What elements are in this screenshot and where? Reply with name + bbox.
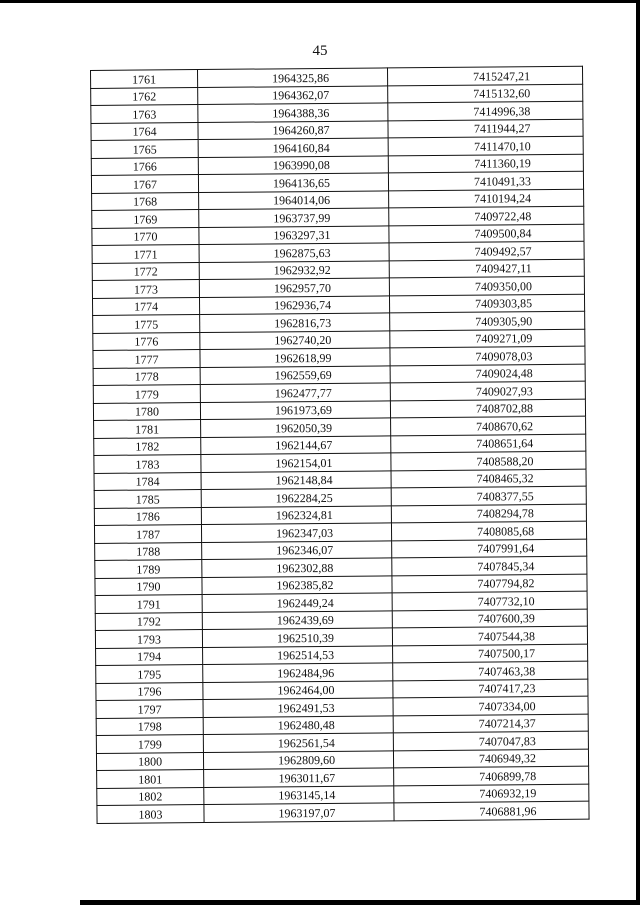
coordinates-table <box>90 66 590 824</box>
x-coordinate-cell: 1962154,01 <box>201 453 391 472</box>
x-coordinate-cell: 1962346,07 <box>202 540 392 559</box>
x-coordinate-cell: 1963197,07 <box>204 803 394 822</box>
x-coordinate-cell: 1964325,86 <box>198 68 388 87</box>
point-number-cell: 1786 <box>94 507 201 525</box>
x-coordinate-cell: 1962480,48 <box>203 715 393 734</box>
y-coordinate-cell: 7408702,88 <box>390 399 585 418</box>
point-number-cell: 1785 <box>94 490 201 508</box>
point-number-cell: 1794 <box>96 647 203 665</box>
point-number-cell: 1776 <box>93 332 200 350</box>
x-coordinate-cell: 1963297,31 <box>199 225 389 244</box>
point-number-cell: 1802 <box>97 787 204 805</box>
point-number-cell: 1793 <box>95 630 202 648</box>
point-number-cell: 1777 <box>93 350 200 368</box>
y-coordinate-cell: 7411944,27 <box>388 119 583 138</box>
y-coordinate-cell: 7407991,64 <box>392 539 587 558</box>
y-coordinate-cell: 7409305,90 <box>390 311 585 330</box>
x-coordinate-cell: 1962484,96 <box>203 663 393 682</box>
x-coordinate-cell: 1964362,07 <box>198 85 388 104</box>
point-number-cell: 1791 <box>95 595 202 613</box>
y-coordinate-cell: 7407732,10 <box>392 591 587 610</box>
point-number-cell: 1780 <box>93 402 200 420</box>
x-coordinate-cell: 1962809,60 <box>203 750 393 769</box>
point-number-cell: 1764 <box>91 122 198 140</box>
point-number-cell: 1781 <box>94 420 201 438</box>
y-coordinate-cell: 7408670,62 <box>391 416 586 435</box>
y-coordinate-cell: 7406949,32 <box>393 749 588 768</box>
y-coordinate-cell: 7408085,68 <box>391 521 586 540</box>
y-coordinate-cell: 7407214,37 <box>393 714 588 733</box>
x-coordinate-cell: 1962932,92 <box>199 260 389 279</box>
y-coordinate-cell: 7406881,96 <box>394 801 589 820</box>
point-number-cell: 1761 <box>91 70 198 88</box>
x-coordinate-cell: 1962385,82 <box>202 575 392 594</box>
point-number-cell: 1783 <box>94 455 201 473</box>
x-coordinate-cell: 1962477,77 <box>200 383 390 402</box>
point-number-cell: 1796 <box>96 682 203 700</box>
point-number-cell: 1762 <box>91 87 198 105</box>
point-number-cell: 1782 <box>94 437 201 455</box>
y-coordinate-cell: 7411470,10 <box>388 136 583 155</box>
table-row <box>97 801 589 823</box>
x-coordinate-cell: 1963990,08 <box>198 155 388 174</box>
point-number-cell: 1770 <box>92 227 199 245</box>
point-number-cell: 1788 <box>95 542 202 560</box>
x-coordinate-cell: 1964136,65 <box>198 173 388 192</box>
point-number-cell: 1799 <box>96 735 203 753</box>
point-number-cell: 1790 <box>95 577 202 595</box>
y-coordinate-cell: 7409427,11 <box>389 259 584 278</box>
point-number-cell: 1787 <box>94 525 201 543</box>
y-coordinate-cell: 7409027,93 <box>390 381 585 400</box>
point-number-cell: 1789 <box>95 560 202 578</box>
x-coordinate-cell: 1963145,14 <box>204 785 394 804</box>
y-coordinate-cell: 7414996,38 <box>388 101 583 120</box>
y-coordinate-cell: 7407794,82 <box>392 574 587 593</box>
x-coordinate-cell: 1964160,84 <box>198 138 388 157</box>
point-number-cell: 1773 <box>92 280 199 298</box>
x-coordinate-cell: 1964260,87 <box>198 120 388 139</box>
y-coordinate-cell: 7410491,33 <box>388 171 583 190</box>
x-coordinate-cell: 1962936,74 <box>199 295 389 314</box>
x-coordinate-cell: 1964014,06 <box>199 190 389 209</box>
x-coordinate-cell: 1961973,69 <box>200 400 390 419</box>
point-number-cell: 1767 <box>91 175 198 193</box>
x-coordinate-cell: 1962464,00 <box>203 680 393 699</box>
scan-edge-right <box>636 0 640 905</box>
x-coordinate-cell: 1962561,54 <box>203 733 393 752</box>
scan-edge-top <box>0 0 640 3</box>
y-coordinate-cell: 7409271,09 <box>390 329 585 348</box>
point-number-cell: 1765 <box>91 140 198 158</box>
point-number-cell: 1766 <box>91 157 198 175</box>
y-coordinate-cell: 7409722,48 <box>389 206 584 225</box>
point-number-cell: 1784 <box>94 472 201 490</box>
x-coordinate-cell: 1962559,69 <box>200 365 390 384</box>
x-coordinate-cell: 1963737,99 <box>199 208 389 227</box>
x-coordinate-cell: 1962050,39 <box>201 418 391 437</box>
x-coordinate-cell: 1962148,84 <box>201 470 391 489</box>
point-number-cell: 1792 <box>95 612 202 630</box>
x-coordinate-cell: 1962347,03 <box>201 523 391 542</box>
x-coordinate-cell: 1962284,25 <box>201 488 391 507</box>
x-coordinate-cell: 1962144,67 <box>201 435 391 454</box>
x-coordinate-cell: 1962816,73 <box>200 313 390 332</box>
point-number-cell: 1769 <box>92 210 199 228</box>
x-coordinate-cell: 1963011,67 <box>204 768 394 787</box>
y-coordinate-cell: 7415132,60 <box>388 84 583 103</box>
point-number-cell: 1778 <box>93 367 200 385</box>
y-coordinate-cell: 7407544,38 <box>392 626 587 645</box>
point-number-cell: 1768 <box>92 192 199 210</box>
y-coordinate-cell: 7408465,32 <box>391 469 586 488</box>
y-coordinate-cell: 7407600,39 <box>392 609 587 628</box>
x-coordinate-cell: 1962875,63 <box>199 243 389 262</box>
coordinates-sheet <box>90 66 597 824</box>
x-coordinate-cell: 1962324,81 <box>201 505 391 524</box>
x-coordinate-cell: 1962618,99 <box>200 348 390 367</box>
x-coordinate-cell: 1964388,36 <box>198 103 388 122</box>
x-coordinate-cell: 1962449,24 <box>202 593 392 612</box>
y-coordinate-cell: 7407417,23 <box>393 679 588 698</box>
y-coordinate-cell: 7409492,57 <box>389 241 584 260</box>
point-number-cell: 1800 <box>96 752 203 770</box>
point-number-cell: 1797 <box>96 700 203 718</box>
coordinates-table-body <box>91 66 590 823</box>
x-coordinate-cell: 1962491,53 <box>203 698 393 717</box>
y-coordinate-cell: 7408377,55 <box>391 486 586 505</box>
y-coordinate-cell: 7409024,48 <box>390 364 585 383</box>
x-coordinate-cell: 1962510,39 <box>202 628 392 647</box>
y-coordinate-cell: 7408294,78 <box>391 504 586 523</box>
point-number-cell: 1771 <box>92 245 199 263</box>
x-coordinate-cell: 1962439,69 <box>202 610 392 629</box>
point-number-cell: 1779 <box>93 385 200 403</box>
point-number-cell: 1803 <box>97 805 204 823</box>
point-number-cell: 1798 <box>96 717 203 735</box>
y-coordinate-cell: 7406932,19 <box>394 784 589 803</box>
x-coordinate-cell: 1962740,20 <box>200 330 390 349</box>
point-number-cell: 1774 <box>92 297 199 315</box>
y-coordinate-cell: 7407500,17 <box>393 644 588 663</box>
y-coordinate-cell: 7407047,83 <box>393 731 588 750</box>
y-coordinate-cell: 7407463,38 <box>393 661 588 680</box>
y-coordinate-cell: 7409350,00 <box>389 276 584 295</box>
point-number-cell: 1795 <box>96 665 203 683</box>
page-number: 45 <box>312 43 328 59</box>
point-number-cell: 1801 <box>97 770 204 788</box>
y-coordinate-cell: 7409078,03 <box>390 346 585 365</box>
y-coordinate-cell: 7409303,85 <box>389 294 584 313</box>
y-coordinate-cell: 7407334,00 <box>393 696 588 715</box>
scan-edge-bottom <box>80 900 640 905</box>
y-coordinate-cell: 7409500,84 <box>389 224 584 243</box>
point-number-cell: 1772 <box>92 262 199 280</box>
x-coordinate-cell: 1962302,88 <box>202 558 392 577</box>
y-coordinate-cell: 7406899,78 <box>394 766 589 785</box>
y-coordinate-cell: 7407845,34 <box>392 556 587 575</box>
point-number-cell: 1775 <box>93 315 200 333</box>
y-coordinate-cell: 7408588,20 <box>391 451 586 470</box>
point-number-cell: 1763 <box>91 105 198 123</box>
y-coordinate-cell: 7410194,24 <box>389 189 584 208</box>
y-coordinate-cell: 7408651,64 <box>391 434 586 453</box>
y-coordinate-cell: 7415247,21 <box>387 66 582 85</box>
x-coordinate-cell: 1962514,53 <box>203 645 393 664</box>
x-coordinate-cell: 1962957,70 <box>199 278 389 297</box>
y-coordinate-cell: 7411360,19 <box>388 154 583 173</box>
